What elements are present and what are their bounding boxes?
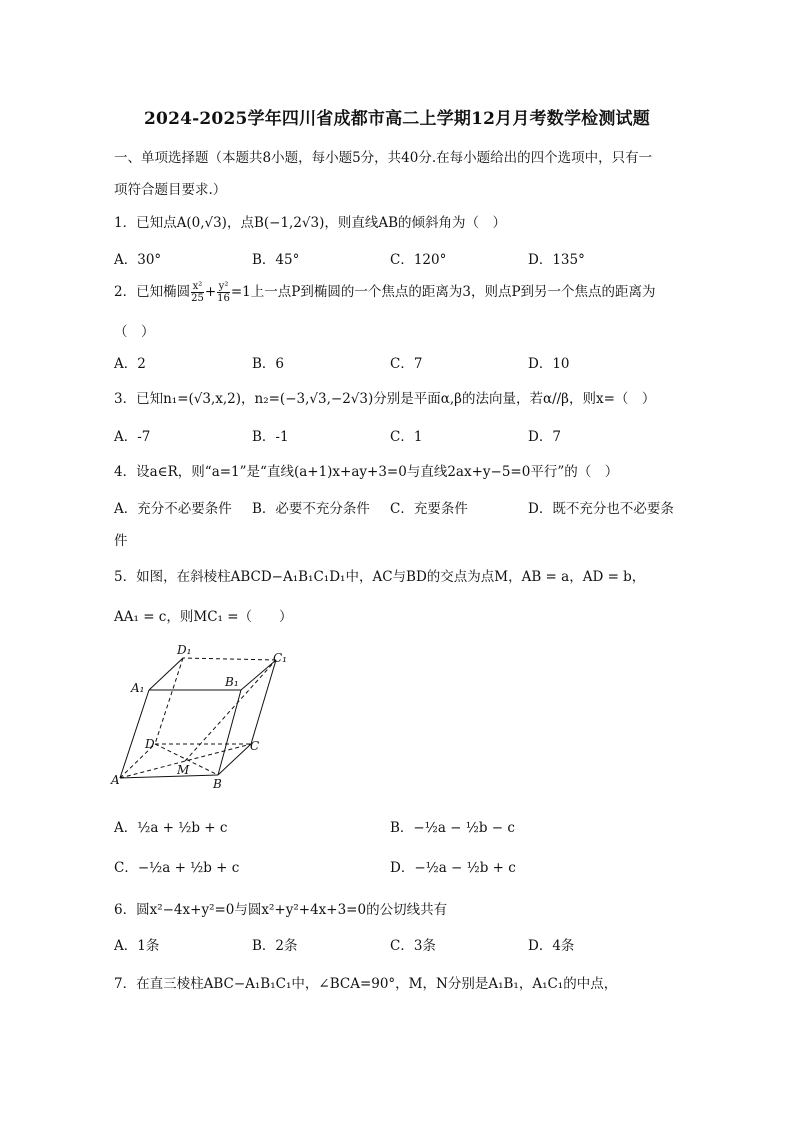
q3-option-d[interactable]: D．7: [528, 429, 561, 445]
q2-plus: +: [204, 284, 217, 300]
label-d: D: [145, 737, 155, 751]
q5-option-c[interactable]: C．−½a + ½b + c: [114, 860, 240, 876]
q1-option-c[interactable]: C．120°: [390, 252, 447, 268]
q6-option-d[interactable]: D．4条: [528, 938, 575, 954]
label-d1: D₁: [177, 643, 192, 657]
question-1: 1．已知点A(0,√3)，点B(−1,2√3)，则直线AB的倾斜角为（ ）: [114, 215, 507, 231]
question-4: 4．设a∈R，则“a=1”是“直线(a+1)x+ay+3=0与直线2ax+y−5=0平行”的（ ）: [114, 464, 619, 480]
q3-option-b[interactable]: B．-1: [252, 429, 289, 445]
q1-option-a[interactable]: A．30°: [114, 252, 162, 268]
q2-fraction-x: [191, 281, 204, 304]
q1-option-b[interactable]: B．45°: [252, 252, 300, 268]
question-7: 7．在直三棱柱ABC−A₁B₁C₁中，∠BCA=90°，M，N分别是A₁B₁，A₁C₁的中点，: [114, 976, 618, 992]
question-5-cont: AA₁ = c，则MC₁ =（ ）: [114, 609, 293, 625]
q4-option-b[interactable]: B．必要不充分条件: [252, 501, 370, 517]
label-m: M: [177, 763, 190, 777]
q2-frac1-den: 25: [191, 293, 204, 304]
q2-option-a[interactable]: A．2: [114, 356, 146, 372]
question-2: [114, 280, 656, 304]
label-b: B: [213, 777, 222, 791]
label-b1: B₁: [225, 675, 239, 689]
q2-suffix: =1上一点P到椭圆的一个焦点的距离为3，则点P到另一个焦点的距离为: [230, 284, 656, 300]
q4-option-a[interactable]: A．充分不必要条件: [114, 501, 232, 517]
q6-option-b[interactable]: B．2条: [252, 938, 298, 954]
question-5: 5．如图，在斜棱柱ABCD−A₁B₁C₁D₁中，AC与BD的交点为点M，AB = a，AD = b，: [114, 569, 646, 585]
q5-option-b[interactable]: B．−½a − ½b − c: [390, 820, 515, 836]
q2-frac1-num: x²: [192, 281, 203, 292]
q2-prefix: 2．已知椭圆: [114, 284, 191, 300]
prism-figure: [105, 640, 305, 800]
q5-option-d[interactable]: D．−½a − ½b + c: [390, 860, 516, 876]
q4-option-d[interactable]: D．既不充分也不必要条: [528, 501, 674, 517]
q1-option-d[interactable]: D．135°: [528, 252, 585, 268]
label-c: C: [250, 739, 260, 753]
question-6: 6．圆x²−4x+y²=0与圆x²+y²+4x+3=0的公切线共有: [114, 902, 448, 918]
question-3: 3．已知n₁=(√3,x,2)，n₂=(−3,√3,−2√3)分别是平面α,β的法向量，若α//β，则x=（ ）: [114, 391, 656, 407]
section-header: 一、单项选择题（本题共8小题，每小题5分，共40分.在每小题给出的四个选项中，只有一: [114, 150, 653, 166]
q2-option-d[interactable]: D．10: [528, 356, 570, 372]
label-a1: A₁: [131, 681, 145, 695]
q3-option-a[interactable]: A．-7: [114, 429, 151, 445]
section-header-cont: 项符合题目要求.）: [114, 182, 227, 198]
label-a: A: [111, 773, 120, 787]
q5-option-a[interactable]: A．½a + ½b + c: [114, 820, 228, 836]
q4-option-c[interactable]: C．充要条件: [390, 501, 468, 517]
q2-frac2-num: y²: [218, 281, 229, 292]
question-2-cont: （ ）: [114, 324, 155, 340]
q2-option-c[interactable]: C．7: [390, 356, 423, 372]
q2-frac2-den: 16: [217, 293, 230, 304]
exam-title: 2024-2025学年四川省成都市高二上学期12月月考数学检测试题: [144, 109, 650, 129]
q3-option-c[interactable]: C．1: [390, 429, 423, 445]
q2-option-b[interactable]: B．6: [252, 356, 285, 372]
q6-option-a[interactable]: A．1条: [114, 938, 160, 954]
q4-option-d-wrap: 件: [114, 533, 128, 549]
q2-fraction-y: [217, 281, 230, 304]
q6-option-c[interactable]: C．3条: [390, 938, 436, 954]
label-c1: C₁: [273, 651, 287, 665]
